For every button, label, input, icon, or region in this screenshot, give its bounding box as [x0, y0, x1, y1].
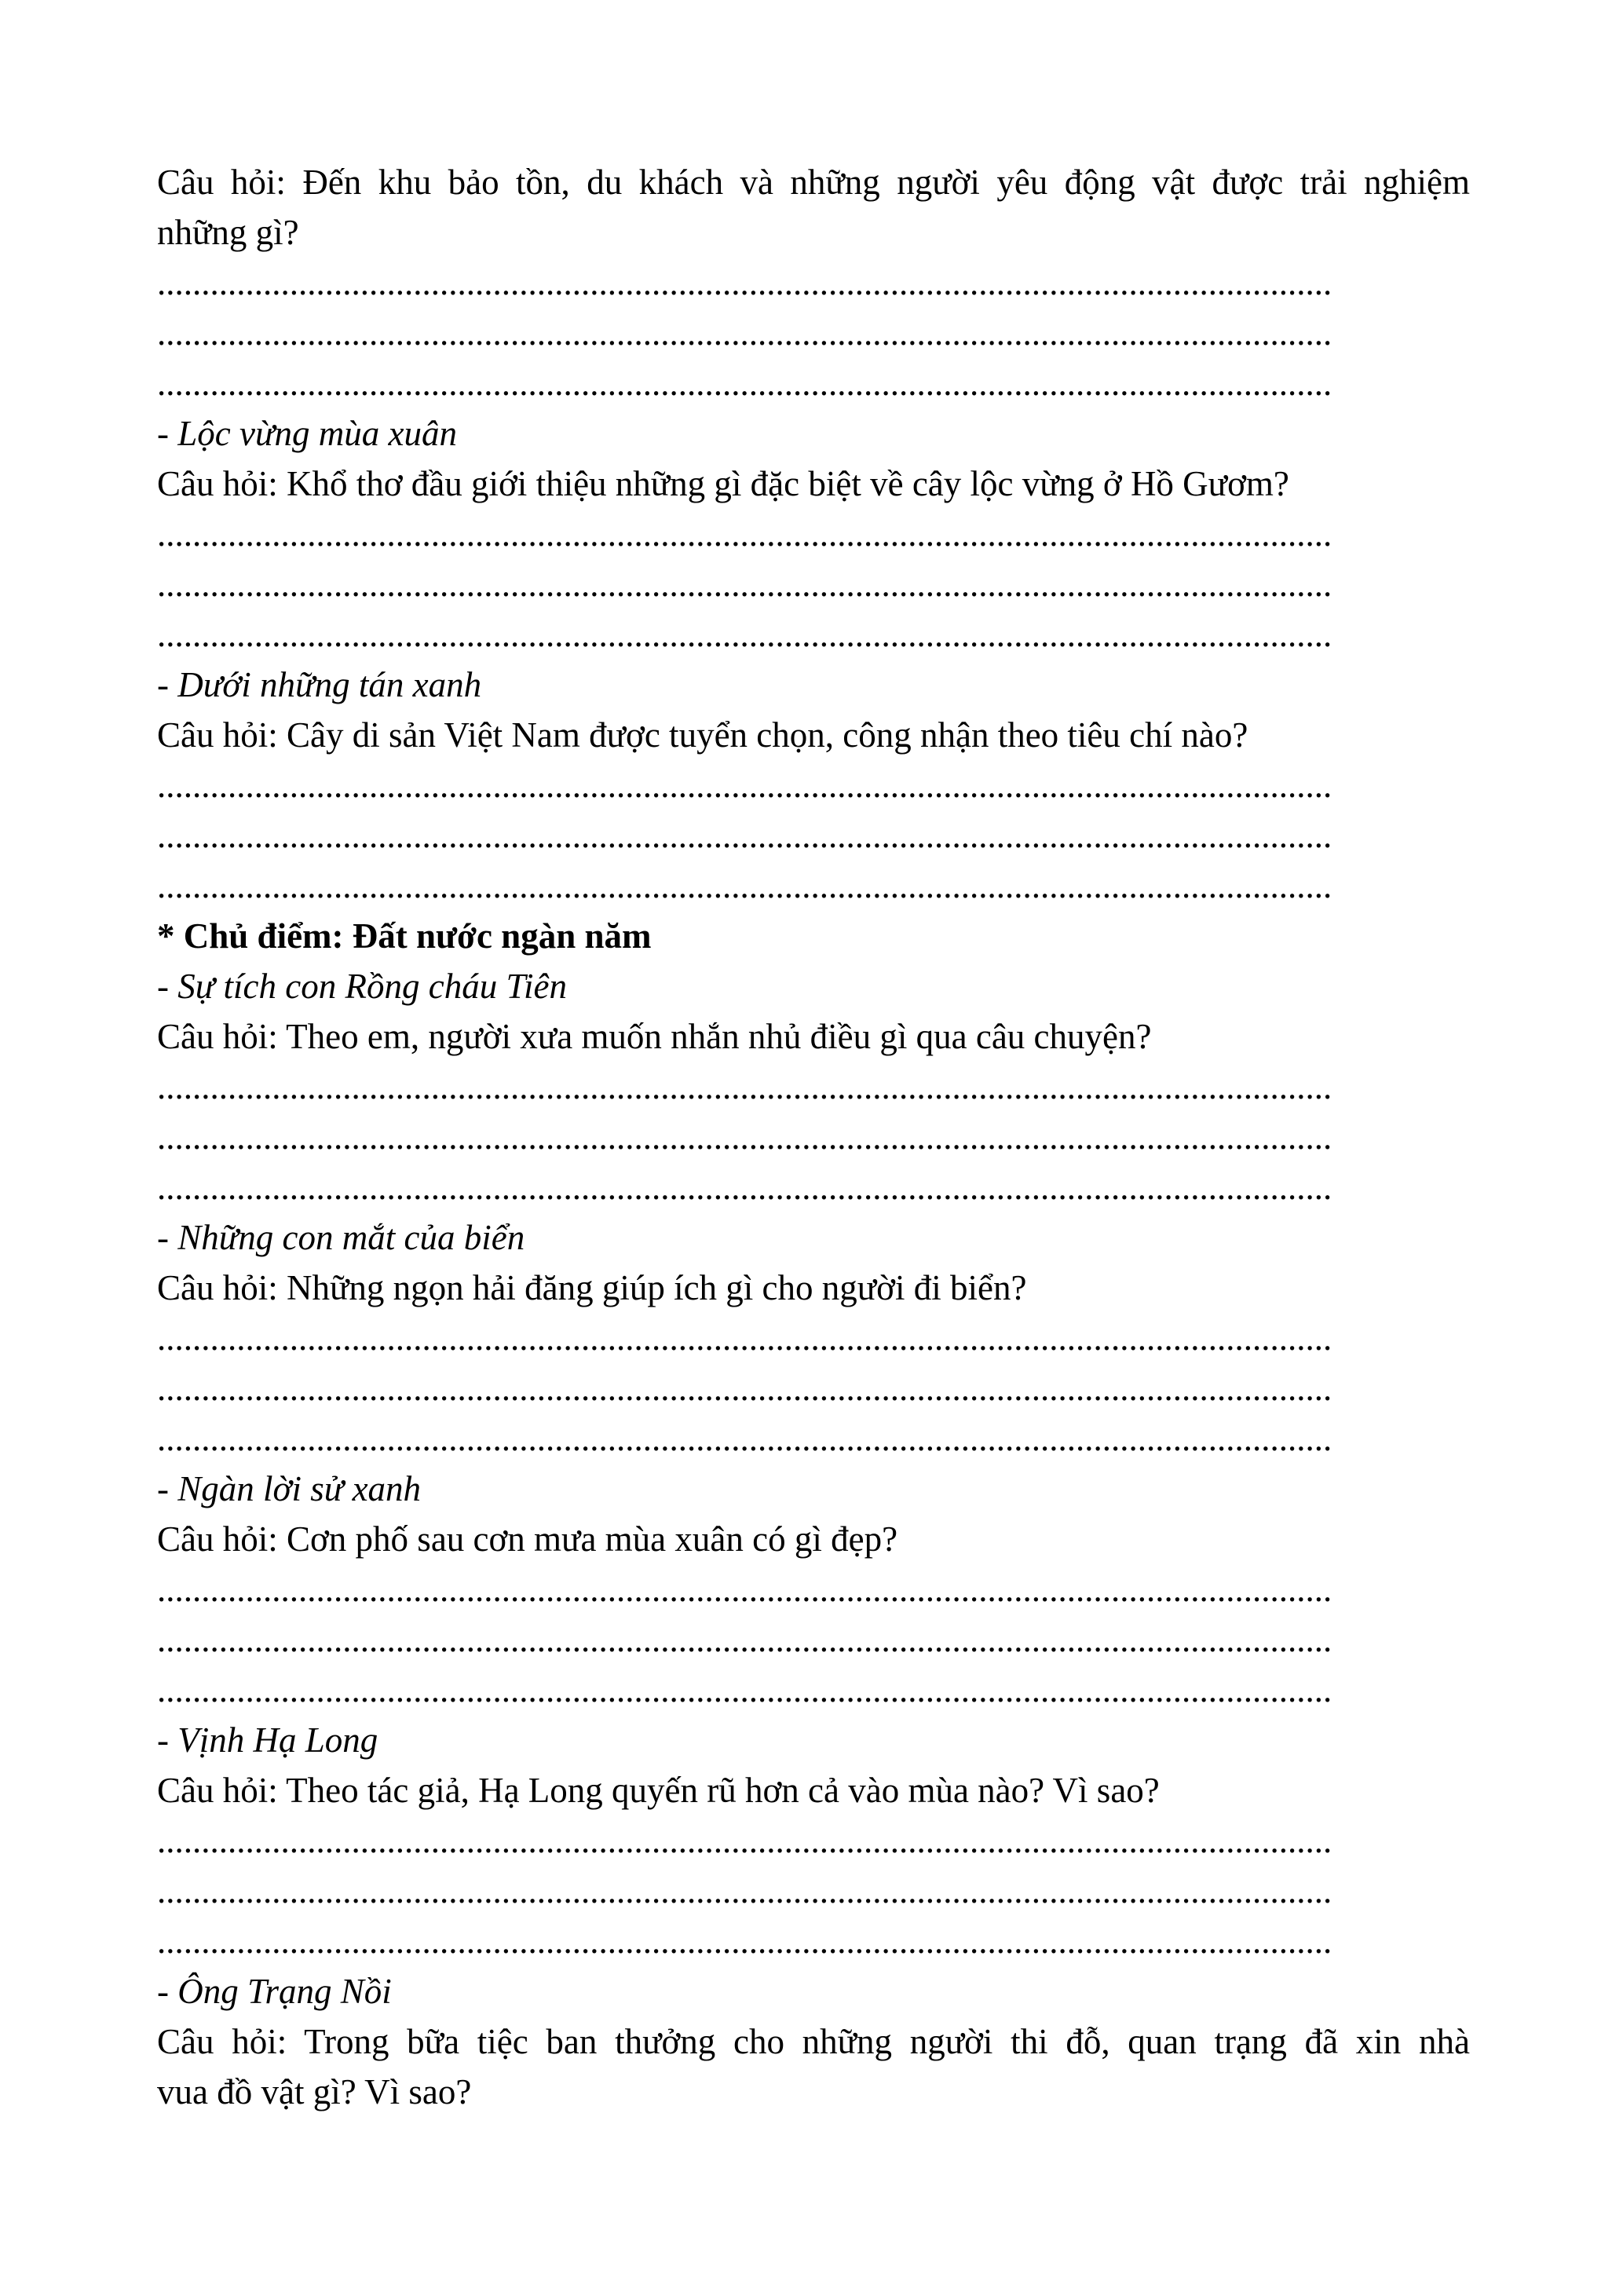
answer-dotted-line: .....................................................................................................................................: [157, 263, 1332, 302]
question-text: Câu hỏi: Theo em, người xưa muốn nhắn nhủ điều gì qua câu chuyện?: [157, 1017, 1152, 1056]
question-text: Câu hỏi: Cơn phố sau cơn mưa mùa xuân có gì đẹp?: [157, 1519, 898, 1559]
answer-dotted-line: .....................................................................................................................................: [157, 313, 1332, 353]
answer-dotted-line: .....................................................................................................................................: [157, 1871, 1332, 1910]
answer-dotted-line: .....................................................................................................................................: [157, 1067, 1332, 1106]
answer-dotted-line: .....................................................................................................................................: [157, 1620, 1332, 1659]
question-text: Câu hỏi: Cây di sản Việt Nam được tuyển chọn, công nhận theo tiêu chí nào?: [157, 715, 1248, 755]
lesson-title: - Ông Trạng Nồi: [157, 1972, 392, 2011]
answer-dotted-line: .....................................................................................................................................: [157, 766, 1332, 805]
answer-dotted-line: .....................................................................................................................................: [157, 1821, 1332, 1860]
question-text: Câu hỏi: Khổ thơ đầu giới thiệu những gì đặc biệt về cây lộc vừng ở Hồ Gươm?: [157, 464, 1289, 503]
answer-dotted-line: .....................................................................................................................................: [157, 866, 1332, 905]
question-text: Câu hỏi: Đến khu bảo tồn, du khách và những người yêu động vật được trải nghiệm: [157, 163, 1470, 202]
lesson-title: - Vịnh Hạ Long: [157, 1720, 378, 1760]
answer-dotted-line: .....................................................................................................................................: [157, 1419, 1332, 1458]
question-text: Câu hỏi: Theo tác giả, Hạ Long quyến rũ hơn cả vào mùa nào? Vì sao?: [157, 1771, 1160, 1810]
answer-dotted-line: .....................................................................................................................................: [157, 1318, 1332, 1358]
lesson-title: - Ngàn lời sử xanh: [157, 1469, 422, 1508]
question-text: Câu hỏi: Trong bữa tiệc ban thưởng cho những người thi đỗ, quan trạng đã xin nhà: [157, 2022, 1470, 2061]
document-page: [157, 157, 1470, 2117]
answer-dotted-line: .....................................................................................................................................: [157, 1168, 1332, 1207]
lesson-title: - Dưới những tán xanh: [157, 665, 482, 704]
answer-dotted-line: .....................................................................................................................................: [157, 615, 1332, 654]
answer-dotted-line: .....................................................................................................................................: [157, 514, 1332, 554]
lesson-title: - Lộc vừng mùa xuân: [157, 414, 457, 453]
answer-dotted-line: .....................................................................................................................................: [157, 816, 1332, 855]
lesson-title: - Những con mắt của biển: [157, 1218, 525, 1257]
question-text: Câu hỏi: Những ngọn hải đăng giúp ích gì cho người đi biển?: [157, 1268, 1027, 1307]
question-text: vua đồ vật gì? Vì sao?: [157, 2072, 472, 2111]
question-text: những gì?: [157, 213, 299, 252]
answer-dotted-line: .....................................................................................................................................: [157, 1921, 1332, 1961]
lesson-title: - Sự tích con Rồng cháu Tiên: [157, 967, 567, 1006]
answer-dotted-line: .....................................................................................................................................: [157, 1570, 1332, 1609]
answer-dotted-line: .....................................................................................................................................: [157, 1117, 1332, 1157]
topic-heading: * Chủ điểm: Đất nước ngàn năm: [157, 916, 652, 956]
answer-dotted-line: .....................................................................................................................................: [157, 565, 1332, 604]
answer-dotted-line: .....................................................................................................................................: [157, 1369, 1332, 1408]
answer-dotted-line: .....................................................................................................................................: [157, 364, 1332, 403]
answer-dotted-line: .....................................................................................................................................: [157, 1670, 1332, 1709]
